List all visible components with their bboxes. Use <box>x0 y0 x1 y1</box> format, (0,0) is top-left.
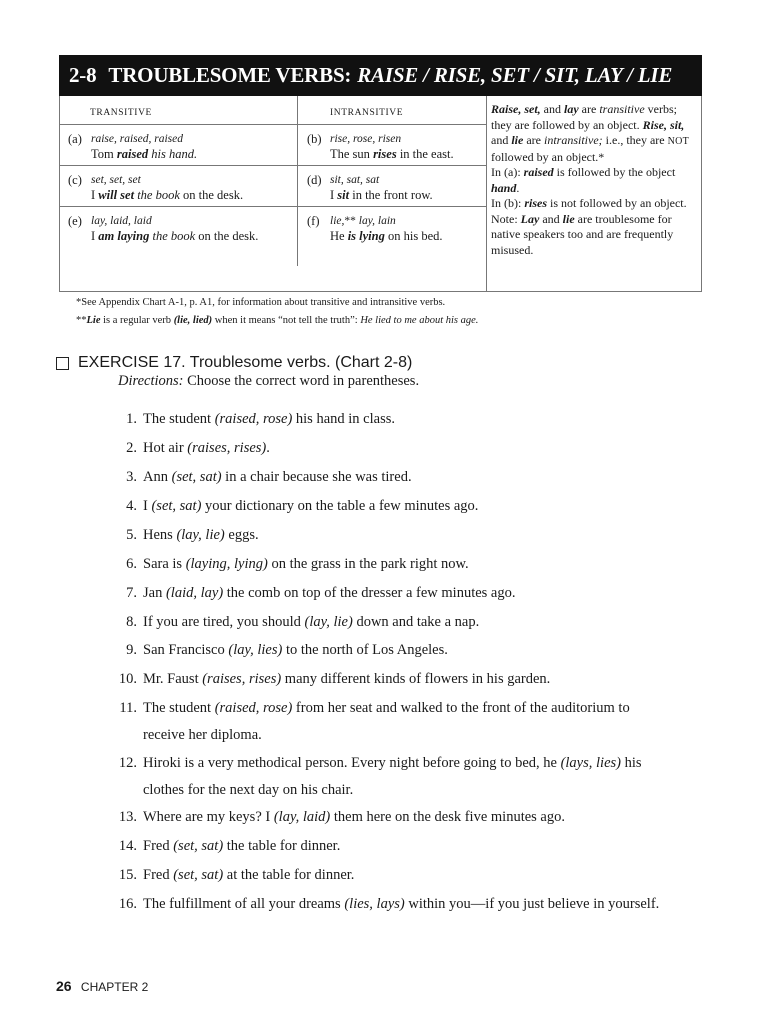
sentence-text: on his bed. <box>384 229 443 243</box>
example-sentence <box>307 188 433 203</box>
item-text: Hot air <box>143 440 188 456</box>
example-label: (d) <box>307 173 322 187</box>
item-text: your dictionary on the table a few minutes ago. <box>201 498 479 514</box>
item-text: in a chair because she was tired. <box>221 469 412 485</box>
chart-notes-divider <box>486 96 487 292</box>
exercise-item <box>126 527 259 544</box>
exercise-title: EXERCISE 17. Troublesome verbs. (Chart 2-8) <box>78 354 413 371</box>
text: is a regular verb <box>100 315 174 326</box>
item-number: 15. <box>118 867 137 883</box>
answer-choices[interactable]: (set, sat) <box>173 867 224 883</box>
exercise-item <box>118 755 642 799</box>
sentence-text: I <box>91 229 99 243</box>
text: intransitive; <box>543 133 603 147</box>
verb-highlight: raised <box>116 147 149 161</box>
item-number: 12. <box>118 755 137 771</box>
item-text: San Francisco <box>143 642 229 658</box>
exercise-item <box>126 411 395 428</box>
text: and <box>491 133 512 147</box>
exercise-item <box>118 671 551 688</box>
chart-header-rule <box>59 124 486 125</box>
item-text: Ann <box>143 469 172 485</box>
example-label: (e) <box>68 214 82 228</box>
item-text: the comb on top of the dresser a few minutes ago. <box>223 585 516 601</box>
item-text-continued: clothes for the next day on his chair. <box>143 782 354 798</box>
chart-explanation <box>491 102 697 258</box>
text: is not followed by an object. <box>547 196 687 210</box>
footnote-2 <box>76 315 478 326</box>
exercise-item <box>126 498 479 515</box>
answer-choices[interactable]: (lays, lies) <box>560 755 621 771</box>
exercise-item <box>126 642 448 659</box>
item-text: Where are my keys? I <box>143 809 274 825</box>
chart-border-right <box>701 96 702 292</box>
example-label: (c) <box>68 173 82 187</box>
chart-bottom-rule <box>59 291 702 292</box>
object-text: his hand. <box>148 147 198 161</box>
exercise-item <box>119 700 630 744</box>
item-text: the table for dinner. <box>223 838 341 854</box>
chart-border-left <box>59 96 60 292</box>
sentence-text: in the front row. <box>349 188 433 202</box>
item-number: 4. <box>126 498 137 514</box>
verb-forms: sit, sat, sat <box>330 174 380 186</box>
answer-choices[interactable]: (raised, rose) <box>214 700 293 716</box>
item-text: The student <box>143 700 215 716</box>
item-text: eggs. <box>224 527 259 543</box>
chart-title-bar <box>59 55 702 96</box>
sentence-text: on the desk. <box>195 229 259 243</box>
object-text: the book <box>149 229 196 243</box>
answer-choices[interactable]: (lay, lie) <box>176 527 225 543</box>
exercise-item <box>126 585 516 602</box>
verb-forms: raise, raised, raised <box>91 133 183 145</box>
item-number: 6. <box>126 556 137 572</box>
item-number: 10. <box>118 671 137 687</box>
text: verbs; they are followed by an object. <box>491 102 677 132</box>
answer-choices[interactable]: (lay, lie) <box>304 614 353 630</box>
answer-choices[interactable]: (lay, laid) <box>273 809 331 825</box>
item-text: Hiroki is a very methodical person. Every night before going to bed, he <box>143 755 561 771</box>
item-number: 11. <box>119 700 137 716</box>
item-text: many different kinds of flowers in his garden. <box>281 671 551 687</box>
text: is followed by the object <box>553 165 676 179</box>
chart-example-b <box>307 132 454 162</box>
verb-forms: set, set, set <box>91 174 141 186</box>
explanation-paragraph <box>491 196 697 212</box>
exercise-item <box>126 440 270 457</box>
answer-choices[interactable]: (set, sat) <box>173 838 224 854</box>
item-text: If you are tired, you should <box>143 614 305 630</box>
verb-highlight: rises <box>373 147 397 161</box>
chart-title-plain: TROUBLESOME VERBS: <box>108 63 352 87</box>
exercise-item <box>118 867 355 884</box>
item-text: them here on the desk five minutes ago. <box>330 809 565 825</box>
exercise-checkbox[interactable] <box>56 357 69 370</box>
explanation-paragraph <box>491 165 697 196</box>
text: and <box>540 102 564 116</box>
text: He lied to me about his age. <box>360 315 479 326</box>
text: Rise, sit, <box>642 117 685 132</box>
item-text: within you—if you just believe in yourself. <box>404 896 660 912</box>
verb-forms: rise, rose, risen <box>330 133 402 145</box>
verb-highlight: is lying <box>347 229 385 243</box>
item-text: his hand in class. <box>292 411 395 427</box>
example-sentence <box>68 188 243 203</box>
text: Lie <box>86 315 101 326</box>
footnote-marker: ** <box>344 215 359 227</box>
sentence-text: on the desk. <box>179 188 244 202</box>
item-number: 8. <box>126 614 137 630</box>
item-number: 16. <box>118 896 137 912</box>
exercise-directions <box>118 373 419 390</box>
item-text: I <box>143 498 152 514</box>
item-number: 2. <box>126 440 137 456</box>
item-text: down and take a nap. <box>352 614 480 630</box>
item-text: from her seat and walked to the front of the auditorium to <box>292 700 630 716</box>
exercise-item <box>126 556 469 573</box>
text: when it means “not tell the truth”: <box>212 315 361 326</box>
item-text: at the table for dinner. <box>223 867 355 883</box>
text: i.e., they are <box>602 133 668 147</box>
item-number: 13. <box>118 809 137 825</box>
text: lay <box>564 102 579 116</box>
text: In (b): <box>491 196 525 210</box>
sentence-text: I <box>91 188 99 202</box>
sentence-text: I <box>330 188 338 202</box>
text: In (a): <box>491 165 524 179</box>
page-footer <box>56 978 148 994</box>
chart-column-divider <box>297 96 298 266</box>
text: are troublesome for native speakers too and are frequently misused. <box>491 211 674 257</box>
item-number: 3. <box>126 469 137 485</box>
explanation-paragraph <box>491 102 697 165</box>
answer-choices[interactable]: (raises, rises) <box>202 671 282 687</box>
chapter-label: CHAPTER 2 <box>80 980 149 994</box>
item-text-continued: receive her diploma. <box>143 727 262 743</box>
answer-choices[interactable]: (lies, lays) <box>344 896 405 912</box>
example-sentence <box>68 229 258 244</box>
verb-highlight: sit <box>337 188 350 202</box>
item-text: The student <box>143 411 215 427</box>
item-text: The fulfillment of all your dreams <box>143 896 345 912</box>
item-text: Fred <box>143 867 174 883</box>
answer-choices[interactable]: (raised, rose) <box>214 411 293 427</box>
answer-choices[interactable]: (laying, lying) <box>185 556 268 572</box>
text: lie <box>511 133 524 147</box>
footnote-1: *See Appendix Chart A-1, p. A1, for information about transitive and intransitive verbs. <box>76 297 446 308</box>
explanation-paragraph <box>491 212 697 259</box>
verb-highlight: am laying <box>98 229 150 243</box>
item-number: 9. <box>126 642 137 658</box>
answer-choices[interactable]: (lay, lies) <box>228 642 283 658</box>
example-label: (f) <box>307 214 320 228</box>
sentence-text: Tom <box>91 147 117 161</box>
column-header-intransitive: INTRANSITIVE <box>330 108 404 118</box>
item-text: Mr. Faust <box>143 671 203 687</box>
verb-forms: lay, laid, laid <box>91 215 152 227</box>
text: Note: <box>491 211 521 226</box>
chart-number: 2-8 <box>69 63 97 87</box>
item-number: 1. <box>126 411 137 427</box>
chart-example-e <box>68 214 258 244</box>
item-number: 7. <box>126 585 137 601</box>
chart-title-italic: RAISE / RISE, SET / SIT, LAY / LIE <box>357 63 673 87</box>
text: are <box>523 133 544 147</box>
text: raised <box>523 165 554 179</box>
answer-choices[interactable]: (raises, rises) <box>187 440 267 456</box>
exercise-item <box>118 809 565 826</box>
page-number: 26 <box>56 978 72 994</box>
item-number: 14. <box>118 838 137 854</box>
exercise-heading <box>56 354 412 372</box>
answer-choices[interactable]: (set, sat) <box>171 469 222 485</box>
chart-example-a <box>68 132 197 162</box>
chart-example-d <box>307 173 433 203</box>
exercise-item <box>126 614 480 631</box>
answer-choices[interactable]: (set, sat) <box>151 498 202 514</box>
item-number: 5. <box>126 527 137 543</box>
example-label: (b) <box>307 132 322 146</box>
item-text: on the grass in the park right now. <box>267 556 469 572</box>
text: lie <box>562 211 575 226</box>
text: . <box>516 180 520 195</box>
text: NOT <box>667 136 690 147</box>
example-sentence <box>307 229 443 244</box>
text: are <box>578 102 600 116</box>
text: (lie, lied) <box>173 315 213 326</box>
text: and <box>539 211 563 226</box>
text: hand <box>491 180 517 195</box>
text: Lay <box>520 211 540 226</box>
item-text: Hens <box>143 527 177 543</box>
text: rises <box>524 196 547 210</box>
grammar-chart <box>59 96 702 292</box>
chart-row-rule <box>59 165 486 166</box>
exercise-item <box>118 838 341 855</box>
text: ** <box>76 315 87 326</box>
sentence-text: The sun <box>330 147 374 161</box>
example-label: (a) <box>68 132 82 146</box>
example-sentence <box>307 147 454 162</box>
sentence-text: He <box>330 229 348 243</box>
item-text: his <box>620 755 642 771</box>
directions-label: Directions: <box>118 373 184 389</box>
chart-example-c <box>68 173 243 203</box>
chart-row-rule <box>59 206 486 207</box>
example-sentence <box>68 147 197 162</box>
object-text: the book <box>134 188 180 202</box>
text: transitive <box>599 102 645 116</box>
item-text: to the north of Los Angeles. <box>282 642 448 658</box>
item-text: Fred <box>143 838 174 854</box>
item-text: Sara is <box>143 556 186 572</box>
verb-highlight: will set <box>98 188 135 202</box>
answer-choices[interactable]: (laid, lay) <box>165 585 224 601</box>
exercise-item <box>126 469 412 486</box>
sentence-text: in the east. <box>396 147 454 161</box>
directions-text: Choose the correct word in parentheses. <box>183 373 420 389</box>
item-text: . <box>266 440 270 456</box>
exercise-item <box>118 896 660 913</box>
item-text: Jan <box>143 585 166 601</box>
text: followed by an object.* <box>491 149 605 164</box>
text: Raise, set, <box>491 102 541 116</box>
verb-form-text: lay, lain <box>358 215 396 227</box>
verb-form-text: lie, <box>330 215 345 227</box>
column-header-transitive: TRANSITIVE <box>90 108 152 118</box>
chart-example-f <box>307 214 443 244</box>
